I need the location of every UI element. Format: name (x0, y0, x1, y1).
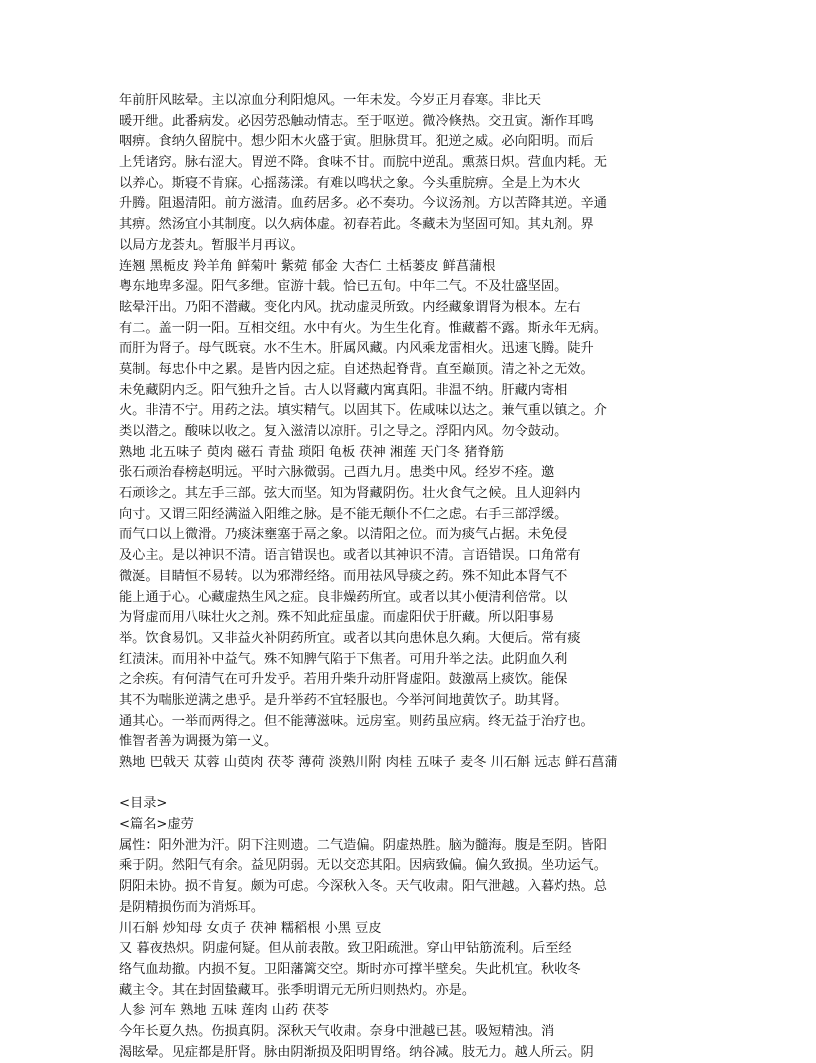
text-line: 上凭诸窍。脉右涩大。胃逆不降。食味不甘。而脘中逆乱。熏蒸日炽。营血内耗。无 (119, 155, 607, 171)
text-line: 熟地 北五味子 萸肉 磁石 青盐 琐阳 龟板 茯神 湘莲 天门冬 猪脊筋 (119, 444, 504, 460)
text-line: 以局方龙荟丸。暂服半月再议。 (119, 237, 304, 253)
text-line: 通其心。一举而两得之。但不能薄滋味。远房室。则药虽应病。终无益于治疗也。 (119, 713, 594, 729)
text-line: 年前肝风眩晕。主以凉血分利阳熄风。一年未发。今岁正月春寒。非比天 (119, 93, 541, 108)
text-line: 莫制。每忠仆中之累。是皆内因之症。自述热起脊背。直至巅顶。清之补之无效。 (119, 361, 594, 377)
text-line: 络气血劫撤。内损不复。卫阳藩篱交空。斯时亦可撑半壁矣。失此机宜。秋收冬 (119, 961, 581, 977)
document-body (119, 91, 739, 1063)
text-line: 及心主。是以神识不清。语言错误也。或者以其神识不清。言语错误。口角常有 (119, 548, 581, 564)
text-line: 是阴精损伤而为消烁耳。 (119, 899, 265, 915)
text-line: 未免藏阴内乏。阳气独升之旨。古人以肾藏内寓真阳。非温不纳。肝藏内寄相 (119, 382, 568, 398)
text-line: 为肾虚而用八味壮火之剂。殊不知此症虽虚。而虚阳伏于肝藏。所以阳事易 (119, 610, 555, 626)
text-line: 升腾。阻遏清阳。前方滋清。血药居多。必不奏功。今议汤剂。方以苦降其逆。辛通 (119, 196, 607, 212)
text-line: 能上通于心。心藏虚热生风之症。良非燥药所宜。或者以其小便清利倍常。以 (119, 589, 568, 605)
text-line: 而气口以上微滑。乃痰沫壅塞于鬲之象。以清阳之位。而为痰气占据。未免侵 (119, 527, 568, 543)
text-line: 火。非清不宁。用药之法。填实精气。以固其下。佐咸味以达之。兼气重以镇之。介 (119, 403, 607, 419)
text-line: 熟地 巴戟天 苁蓉 山萸肉 茯苓 薄荷 淡熟川附 肉桂 五味子 麦冬 川石斛 远志 鲜石菖蒲 (119, 755, 618, 770)
text-line: 有二。盖一阴一阳。互相交纽。水中有火。为生生化育。惟藏蓄不露。斯永年无病。 (119, 320, 607, 336)
xulao-chapter-section (119, 794, 739, 1063)
text-line: 其不为喘胀逆满之患乎。是升举药不宜轻服也。今举河间地黄饮子。助其肾。 (119, 692, 568, 708)
text-line: 红渍沫。而用补中益气。殊不知脾气陷于下焦者。可用升举之法。此阴血久利 (119, 651, 568, 667)
text-line: 藏主令。其在封固蛰藏耳。张季明谓元无所归则热灼。亦是。 (119, 982, 476, 998)
text-line: 阴阳未协。损不肯复。颇为可虑。今深秋入冬。天气收肃。阳气泄越。入暮灼热。总 (119, 879, 607, 895)
text-line: 举。饮食易饥。又非益火补阴药所宜。或者以其向患休息久痢。大便后。常有痰 (119, 630, 581, 646)
text-line: 渴眩晕。见症都是肝肾。脉由阴渐损及阳明胃络。纳谷减。肢无力。越人所云。阴 (119, 1044, 594, 1060)
text-line: 惟智者善为调摄为第一义。 (119, 734, 278, 750)
text-line: 向寸。又谓三阳经满溢入阳维之脉。是不能无颠仆不仁之虑。右手三部浮缓。 (119, 506, 568, 522)
text-line: 属性：阳外泄为汗。阴下注则遗。二气造偏。阴虚热胜。脑为髓海。腹是至阴。皆阳 (119, 837, 607, 853)
text-line: 微涎。目睛恒不易转。以为邪滞经络。而用祛风导痰之药。殊不知此本肾气不 (119, 568, 568, 584)
text-line: 之余疾。有何清气在可升发乎。若用升柴升动肝肾虚阳。鼓激鬲上痰饮。能保 (119, 672, 568, 688)
text-line: 石顽诊之。其左手三部。弦大而坚。知为肾藏阴伤。壮火食气之候。且人迎斜内 (119, 486, 581, 502)
text-line: 暖开绁。此番病发。必因劳恐触动情志。至于呕逆。微冷倏热。交丑寅。渐作耳鸣 (119, 113, 594, 129)
text-line: 连翘 黑栀皮 羚羊角 鲜菊叶 紫菀 郁金 大杏仁 土栝蒌皮 鲜菖蒲根 (119, 258, 496, 274)
text-line: 粤东地卑多湿。阳气多绁。宦游十载。恰已五旬。中年二气。不及壮盛坚固。 (119, 279, 568, 295)
text-line: 而肝为肾子。母气既衰。水不生木。肝属风藏。内风乘龙雷相火。迅速飞腾。陡升 (119, 341, 594, 357)
text-line: 眩晕汗出。乃阳不潜藏。变化内风。扰动虚灵所致。内经藏象谓肾为根本。左右 (119, 299, 581, 315)
section-gap (119, 774, 739, 795)
text-line: 类以潜之。酸味以收之。复入滋清以凉肝。引之导之。浮阳内风。勿令鼓动。 (119, 424, 568, 439)
text-line: 又 暮夜热炽。阴虚何疑。但从前表散。致卫阳疏泄。穿山甲钻筋流利。后至经 (119, 941, 572, 957)
text-line: <目录> (119, 796, 168, 812)
text-line: 今年长夏久热。伤损真阴。深秋天气收肃。奈身中泄越已甚。吸短精浊。消 (119, 1023, 555, 1039)
text-line: 其痹。然汤宜小其制度。以久病体虚。初春若此。冬藏未为坚固可知。其丸剂。界 (119, 217, 594, 233)
text-line: 乘于阴。然阳气有余。益见阴弱。无以交恋其阳。因病致偏。偏久致损。坐功运气。 (119, 858, 607, 874)
text-line: 张石顽治春榜赵明远。平时六脉微弱。己酉九月。患类中风。经岁不痊。邀 (119, 465, 555, 481)
case-records-section (119, 91, 739, 774)
text-line: 以养心。斯寝不肯寐。心摇荡漾。有难以鸣状之象。今头重脘痹。全是上为木火 (119, 175, 581, 191)
text-line: <篇名>虚劳 (119, 817, 194, 833)
text-line: 咽痹。食纳久留脘中。想少阳木火盛于寅。胆脉贯耳。犯逆之威。必向阳明。而后 (119, 134, 594, 150)
text-line: 人参 河车 熟地 五味 莲肉 山药 茯苓 (119, 1003, 329, 1019)
text-line: 川石斛 炒知母 女贞子 茯神 糯稻根 小黑 豆皮 (119, 920, 382, 936)
